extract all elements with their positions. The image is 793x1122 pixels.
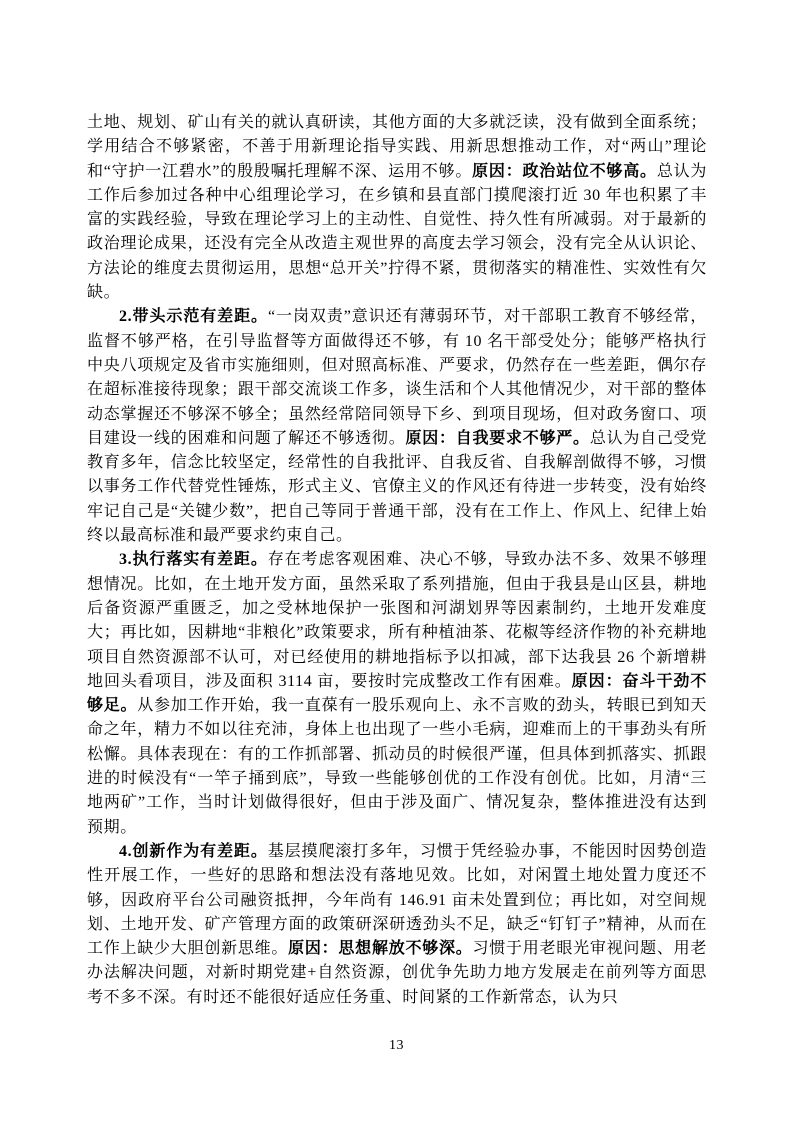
paragraph [87, 111, 707, 305]
text-run: 存在考虑客观困难、决心不够，导致办法不多、效果不够理想情况。比如，在土地开发方面，虽然采取了系列措施，但由于我县是山区县，耕地后备资源严重匮乏，加之受林地保护一张图和河湖划界等因素制约，土地开发难度大；再比如，因耕地“非粮化”政策要求，所有种植油茶、花椒等经济作物的补充耕地项目自然资源部不认可，对已经使用的耕地指标予以扣减，部下达我县 26 个新增耕地回头看项目，涉及面积 3114 亩，要按时完成整改工作有困难。 [87, 551, 707, 690]
text-run: 从参加工作开始，我一直葆有一股乐观向上、永不言败的劲头，转眼已到知天命之年，精力不如以往充沛，身体上也出现了一些小毛病，迎难而上的干事劲头有所松懈。具体表现在：有的工作抓部署、抓动员的时候很严谨，但具体到抓落实、抓跟进的时候没有“一竿子捅到底”，导致一些能够创优的工作没有创优。比如，月清“三地两矿”工作，当时计划做得很好，但由于涉及面广、情况复杂，整体推进没有达到预期。 [87, 697, 707, 836]
text-run: “一岗双责”意识还有薄弱环节，对干部职工教育不够经常，监督不够严格，在引导监督等方面做得还不够，有 10 名干部受处分；能够严格执行中央八项规定及省市实施细则，但对照高标准、严要求，仍然存在一些差距，偶尔存在超标准接待现象；跟干部交流谈工作多，谈生活和个人其他情况少，对干部的整体动态掌握还不够深不够全；虽然经常陪同领导下乡、到项目现场，但对政务窗口、项目建设一线的困难和问题了解还不够透彻。 [87, 308, 707, 447]
text-run: 基层摸爬滚打多年，习惯于凭经验办事，不能因时因势创造性开展工作，一些好的思路和想法没有落地见效。比如，对闲置土地处置力度还不够，因政府平台公司融资抵押，今年尚有 146.91 亩未处置到位；再比如，对空间规划、土地开发、矿产管理方面的政策研深研透劲头不足，缺乏“钉钉子”精神，从而在工作上缺少大胆创新思维。 [87, 842, 707, 958]
text-run: 习惯于用老眼光审视问题、用老办法解决问题，对新时期党建+自然资源，创优争先助力地方发展走在前列等方面思考不多不深。有时还不能很好适应任务重、时间紧的工作新常态，认为只 [87, 940, 708, 1006]
emphasis-run: 3.执行落实有差距。 [119, 551, 268, 569]
page-footer [0, 1038, 793, 1054]
emphasis-run: 原因：奋斗干劲不够足。 [87, 672, 707, 715]
paragraph [87, 548, 707, 840]
emphasis-run: 原因：政治站位不够高。 [472, 162, 657, 180]
paragraph [87, 840, 707, 1010]
emphasis-run: 原因：自我要求不够严。 [405, 429, 590, 447]
paragraph [87, 305, 707, 548]
text-run: 土地、规划、矿山有关的就认真研读，其他方面的大多就泛读，没有做到全面系统；学用结合不够紧密，不善于用新理论指导实践、用新思想推动工作，对“两山”理论和“守护一江碧水”的殷殷嘱托理解不深、运用不够。 [87, 114, 707, 180]
page-number: 13 [389, 1038, 404, 1053]
emphasis-run: 原因：思想解放不够深。 [288, 940, 473, 958]
text-run: 总认为工作后参加过各种中心组理论学习，在乡镇和县直部门摸爬滚打近 30 年也积累了丰富的实践经验，导致在理论学习上的主动性、自觉性、持久性有所减弱。对于最新的政治理论成果，还没有完全从改造主观世界的高度去学习领会，没有完全从认识论、方法论的维度去贯彻运用，思想“总开关”拧得不紧，贯彻落实的精准性、实效性有欠缺。 [87, 162, 707, 302]
emphasis-run: 4.创新作为有差距。 [119, 842, 268, 860]
document-body [87, 111, 707, 1010]
text-run: 总认为自己受党教育多年，信念比较坚定，经常性的自我批评、自我反省、自我解剖做得不够，习惯以事务工作代替党性锤炼，形式主义、官僚主义的作风还有待进一步转变，没有始终牢记自己是“关键少数”，把自己等同于普通干部，没有在工作上、作风上、纪律上始终以最高标准和最严要求约束自己。 [87, 429, 707, 545]
emphasis-run: 2.带头示范有差距。 [119, 308, 268, 326]
